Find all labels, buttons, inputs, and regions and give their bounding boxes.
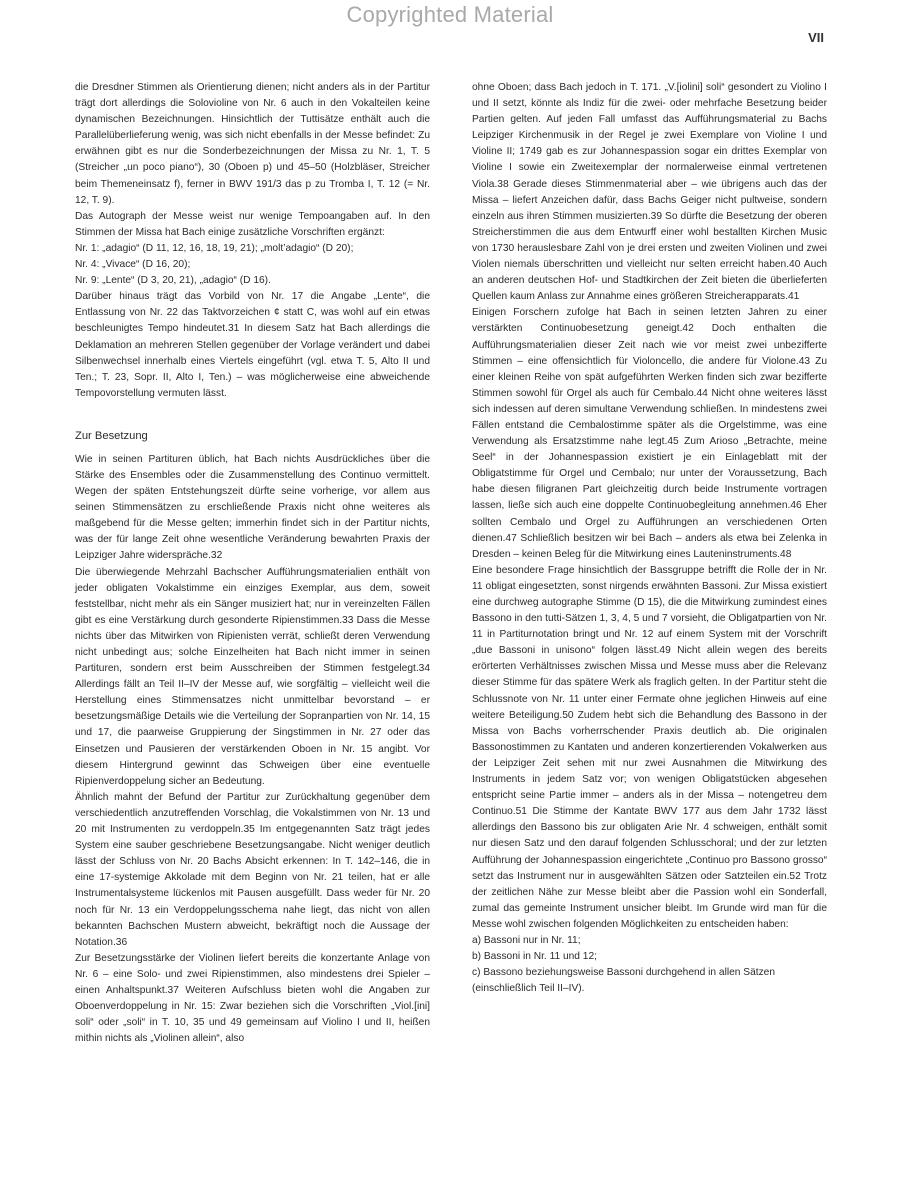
left-paragraph-5: Die überwiegende Mehrzahl Bachscher Aufführungsmaterialien enthält von jeder obligaten Vokalstimme ein einziges Exemplar, aus dem, soweit feststellbar, nicht mehr als ein Sänger musiziert hat; nur in vereinzelten Fällen gibt es eine Verstärkung durch gesonderte Ripienstimmen.33 Dass die Messe nichts über das Mitwirken von Ripienisten verrät, schließt deren Verwendung nicht unbedingt aus; solche Einzelheiten hat Bach nicht immer in seinen Partituren, sondern erst beim Ausschreiben der Stimmen festgelegt.34 Allerdings fällt an Teil II–IV der Messe auf, wie sorgfältig – vielleicht weil die Herstellung eines Stimmensatzes nicht unmittelbar bevorstand – er besetzungsmäßige Details wie die Verteilung der Sopranpartien von Nr. 14, 15 und 17, die paarweise Gruppierung der Singstimmen in Nr. 27 oder das Einsetzen und Pausieren der verstärkenden Oboen in Nr. 15 angibt. Vor diesem Hintergrund gewinnt das Schweigen über eine eventuelle Ripienverdoppelung sicher an Bedeutung.	[75, 566, 430, 787]
option-list-item: a) Bassoni nur in Nr. 11;	[472, 934, 581, 946]
left-paragraph-7: Zur Besetzungsstärke der Violinen liefert bereits die konzertante Anlage von Nr. 6 – eine Solo- und zwei Ripienstimmen, also mindestens drei Spieler – einen Anhaltspunkt.37 Weiteren Aufschluss bieten wohl die Angaben zur Oboenverdoppelung in Nr. 15: Zwar beziehen sich die Vorschriften „Viol.[ini] soli“ oder „soli“ in T. 10, 35 und 49 gemeinsam auf Violino I und II, heißen mithin nichts als „Violinen allein“, also	[75, 952, 430, 1045]
left-paragraph-6: Ähnlich mahnt der Befund der Partitur zur Zurückhaltung gegenüber dem verschiedentlich anzutreffenden Vorschlag, die Vokalstimmen von Nr. 13 und 20 mit Instrumenten zu verdoppeln.35 Im entgegenannten Satz trägt jedes System eine sauber geschriebene Besetzungsangabe. Nicht weniger deutlich lässt der Schluss von Nr. 20 Bachs Absicht erkennen: In T. 142–146, die in eine 17-systemige Akkolade mit dem Beginn von Nr. 21 teilen, hat er alle Instrumentalsysteme lückenlos mit Pausen ausgefüllt. Dass weder für Nr. 20 noch für Nr. 13 ein Verdoppelungsschema nahe liegt, das nicht von allen bekannten Bachschen Mustern abweicht, bekräftigt noch die Aussage der Notation.36	[75, 791, 430, 948]
right-paragraph-1: ohne Oboen; dass Bach jedoch in T. 171. „V.[iolini] soli“ gesondert zu Violino I und II setzt, könnte als Indiz für die zwei- oder mehrfache Besetzung beider Partien gelten. Auf jeden Fall umfasst das Aufführungsmaterial zu Bachs Leipziger Kirchenmusik in der Regel je zwei Exemplare von Violine I und Violine II; 1749 gab es zur Johannespassion sogar ein drittes Exemplar von Violine I sowie ein Zweitexemplar der normalerweise einmal vertretenen Viola.38 Gerade dieses Stimmenmaterial aber – wie übrigens auch das der Missa – liefert Anzeichen dafür, dass Bachs Geiger nicht pultweise, sondern einzeln aus ihren Stimmen musizierten.39 So dürfte die Besetzung der oberen Streicherstimmen die aus dem Entwurff einer wohl bestallten Kirchen Music von 1730 herauslesbare Zahl von je drei ersten und zweiten Violinen und zwei Violen niemals überschritten und vielleicht nur selten erreicht haben.40 Auch an anderen deutschen Hof- und Stadtkirchen der Zeit bieten die überlieferten Quellen kaum Anlass zur Annahme eines größeren Streicherapparats.41	[472, 82, 827, 303]
copyright-watermark: Copyrighted Material	[346, 2, 554, 27]
page-number: VII	[808, 30, 824, 45]
tempo-list-item: Nr. 4: „Vivace“ (D 16, 20);	[75, 259, 191, 271]
left-column	[75, 80, 430, 1047]
option-list-item: c) Bassono beziehungsweise Bassoni durchgehend in allen Sätzen (einschließlich Teil II–IV).	[472, 967, 775, 995]
left-paragraph-3: Darüber hinaus trägt das Vorbild von Nr. 17 die Angabe „Lente“, die Entlassung von Nr. 22 das Taktvorzeichen ¢ statt C, was wohl auf ein etwas beschleunigtes Tempo hindeutet.31 In diesem Satz hat Bach allerdings die Deklamation an mehreren Stellen gegenüber der Vorlage verändert und dabei Silbenwechsel innerhalb eines Viertels eingeführt (vgl. etwa T. 5, Alto II und Ten.; T. 23, Sopr. II, Alto I, Ten.) – was möglicherweise eine abweichende Tempovorstellung vermuten lässt.	[75, 291, 430, 399]
right-paragraph-3: Eine besondere Frage hinsichtlich der Bassgruppe betrifft die Rolle der in Nr. 11 obligat eingesetzten, sonst nirgends erwähnten Bassoni. Zur Missa existiert eine durchweg autographe Stimme (D 15), die die Mitwirkung zumindest eines Bassono in den tutti-Sätzen 1, 3, 4, 5 und 7 vorsieht, die Obligatpartien von Nr. 11 in Partiturnotation bringt und Nr. 12 auf einem System mit der Vorschrift „due Bassoni in unisono“ folgen lässt.49 Nicht allein wegen des bereits erörterten Verhältnisses zwischen Missa und Messe muss aber die Relevanz dieser Stimme für das spätere Werk als fraglich gelten. In der Partitur steht die Schlussnote von Nr. 11 unter einer Fermate ohne jeglichen Hinweis auf eine weitere Beteiligung.50 Zudem hebt sich die Behandlung des Bassono in der Missa von Bachs vorherrschender Praxis deutlich ab. Die originalen Bassonostimmen zu Kantaten und anderen konzertierenden Vokalwerken aus der Leipziger Zeit sehen mit nur zwei Ausnahmen die Mitwirkung des Instruments in jedem Satz vor; von wenigen Obligatstücken abgesehen entspricht seine Partie immer – anders als in der Missa – notengetreu dem Continuo.51 Die Stimme der Kantate BWV 177 aus dem Jahr 1732 lässt allerdings den Bassono bis zur obligaten Arie Nr. 4 schweigen, enthält somit nur diesen Satz und den darauf folgenden Schlusschoral; und der zur letzten Aufführung der Johannespassion eingerichtete „Continuo pro Bassono grosso“ setzt das Instrument nur in ausgewählten Sätzen oder Satzteilen ein.52 Trotz der zeitlichen Nähe zur Messe bleibt aber die Passion wohl ein Sonderfall, zumal das gemeinte Instrument unsicher bleibt. Im Grunde wird man für die Messe wohl zwischen folgenden Möglichkeiten zu entscheiden haben:	[472, 564, 827, 930]
section-heading: Zur Besetzung	[75, 429, 148, 442]
right-paragraph-2: Einigen Forschern zufolge hat Bach in seinen letzten Jahren zu einer verstärkten Continuobesetzung geneigt.42 Doch enthalten die Aufführungsmaterialien dieser Zeit nach wie vor meist zwei unbezifferte Stimmen – eine offensichtlich für Violoncello, die andere für Violone.43 Zu einer kleinen Reihe von spät aufgeführten Werken finden sich zwar bezifferte Stimmen sowohl für Orgel als auch für Cembalo.44 Nicht ohne weiteres lässt sich indessen auf deren simultane Verwendung schließen. In mindestens zwei Fällen entstand die Cembalostimme später als die Orgelstimme, was eine Verwendung als Ersatzstimme nahe legt.45 Zum Arioso „Betrachte, meine Seel“ in der Johannespassion existiert je ein Einlageblatt mit der Obligatstimme für Orgel und Cembalo; nur unter der Voraussetzung, Bach habe diesen filigranen Part gleichzeitig durch beide Instrumente vortragen lassen, ließe sich auch eine doppelte Continuobegleitung annehmen.46 Eher sollten Cembalo und Orgel zu Aufführungen an verschiedenen Orten dienen.47 Schließlich besitzen wir bei Bach – anders als etwa bei Zelenka in Dresden – keinen Beleg für die Mitwirkung eines Lauteninstruments.48	[472, 307, 827, 560]
left-paragraph-2: Das Autograph der Messe weist nur wenige Tempoangaben auf. In den Stimmen der Missa hat Bach einige zusätzliche Vorschriften ergänzt:	[75, 210, 430, 238]
section-spacer	[75, 402, 430, 428]
tempo-list-item: Nr. 1: „adagio“ (D 11, 12, 16, 18, 19, 21); „molt’adagio“ (D 20);	[75, 242, 354, 254]
left-paragraph-4: Wie in seinen Partituren üblich, hat Bach nichts Ausdrückliches über die Stärke des Ensembles oder die Zusammenstellung des Continuo vermittelt. Wegen der späten Entstehungszeit dürfte seine vorherige, vor allem aus seinen Stimmensätzen zu erschließende Praxis nicht ohne weiteres als maßgebend für die Messe gelten; immerhin findet sich in der Partitur nichts, was der für lange Zeit ohne wesentliche Veränderung bewahrten Praxis der Leipziger Jahre widerspräche.32	[75, 453, 430, 562]
option-list-item: b) Bassoni in Nr. 11 und 12;	[472, 951, 597, 963]
left-paragraph-1: die Dresdner Stimmen als Orientierung dienen; nicht anders als in der Partitur trägt dort allerdings die Solovioline von Nr. 6 auch in den Vokalteilen keine dynamischen Bezeichnungen. Hinsichtlich der Tuttisätze enthält auch die Parallelüberlieferung wenig, was sich nicht ebenfalls in der Messe befindet: Zu erwähnen gibt es nur die Sonderbezeichnungen der Missa zu Nr. 1, T. 5 (Streicher „un poco piano“), 30 (Oboen p) und 45–50 (Holzbläser, Streicher beim Themeneinsatz f), ferner in BWV 191/3 das p zu Tromba I, T. 12 (= Nr. 12, T. 9).	[75, 82, 430, 206]
right-column	[472, 80, 827, 997]
tempo-list-item: Nr. 9: „Lente“ (D 3, 20, 21), „adagio“ (D 16).	[75, 275, 271, 287]
